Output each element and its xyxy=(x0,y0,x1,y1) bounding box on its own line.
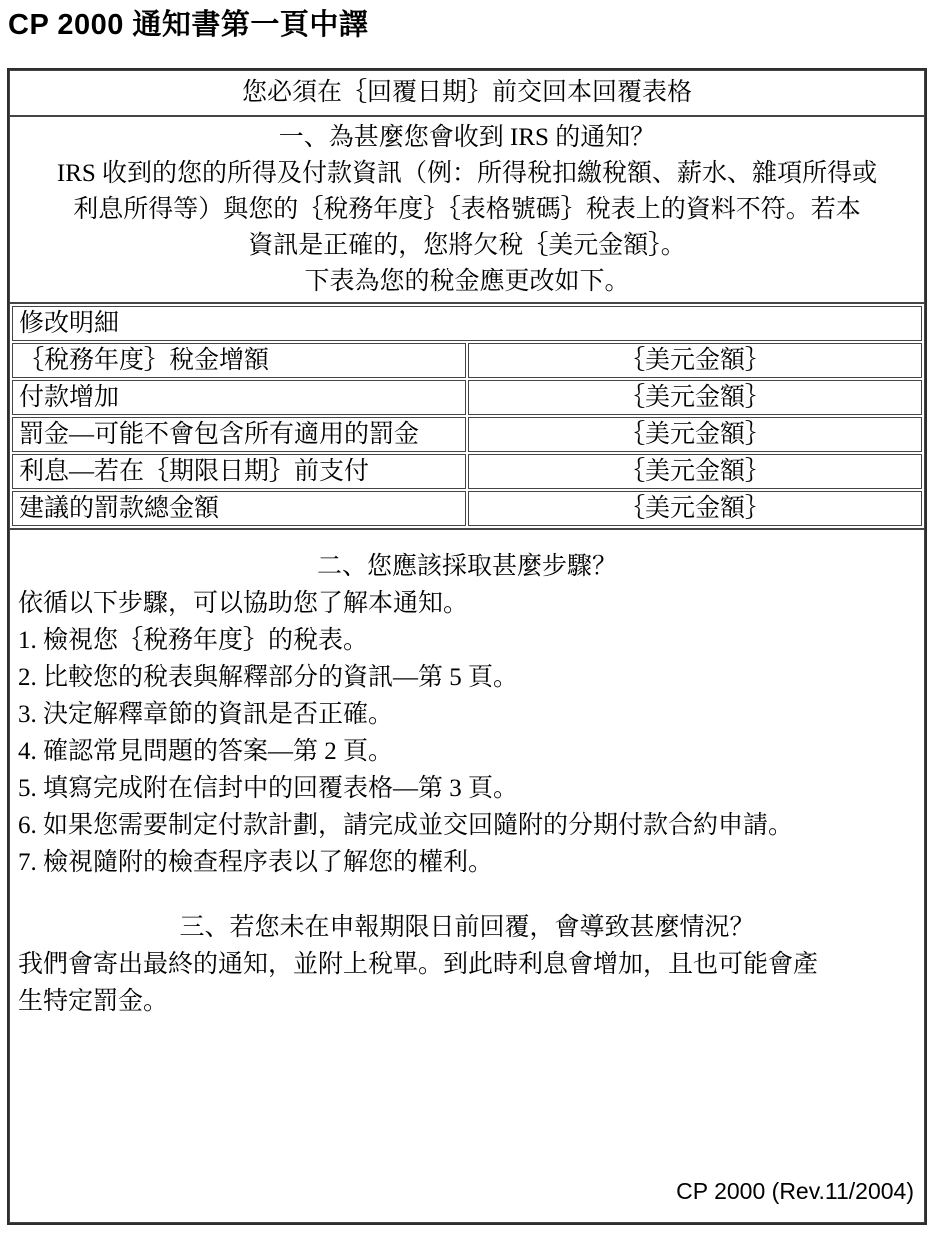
table-header: 修改明細 xyxy=(12,306,922,341)
step-item-1: 1. 檢視您｛稅務年度｝的稅表。 xyxy=(18,627,369,654)
table-row xyxy=(12,380,922,415)
section-1-line: IRS 收到的您的所得及付款資訊（例：所得稅扣繳稅額、薪水、雜項所得或 xyxy=(56,160,878,187)
changes-table xyxy=(10,304,924,528)
row-label: ｛稅務年度｝稅金增額 xyxy=(12,343,466,378)
row-amount: ｛美元金額｝ xyxy=(468,491,922,526)
section-3-line: 生特定罰金。 xyxy=(18,988,169,1015)
banner-text: 您必須在｛回覆日期｝前交回本回覆表格 xyxy=(9,70,925,116)
row-amount: ｛美元金額｝ xyxy=(468,417,922,452)
form-revision-note: CP 2000 (Rev.11/2004) xyxy=(676,1178,914,1204)
table-row xyxy=(12,454,922,489)
step-item-7: 7. 檢視隨附的檢查程序表以了解您的權利。 xyxy=(18,849,494,876)
step-item-3: 3. 決定解釋章節的資訊是否正確。 xyxy=(18,701,394,728)
table-row xyxy=(12,491,922,526)
section-1-line: 利息所得等）與您的｛稅務年度｝｛表格號碼｝稅表上的資料不符。若本 xyxy=(73,196,861,223)
changes-table-row xyxy=(9,303,925,529)
section-1-line: 下表為您的稅金應更改如下。 xyxy=(304,268,630,295)
row-amount: ｛美元金額｝ xyxy=(468,454,922,489)
section-1-line: 資訊是正確的，您將欠稅｛美元金額｝。 xyxy=(248,232,686,259)
table-row xyxy=(12,343,922,378)
section-1 xyxy=(9,116,925,303)
banner-row xyxy=(9,70,925,116)
table-header-row xyxy=(12,306,922,341)
notice-box xyxy=(7,68,927,1225)
step-item-2: 2. 比較您的稅表與解釋部分的資訊—第 5 頁。 xyxy=(18,664,519,691)
sections-2-3 xyxy=(10,530,924,1222)
section-2-heading: 二、您應該採取甚麼步驟？ xyxy=(316,553,617,580)
row-amount: ｛美元金額｝ xyxy=(468,343,922,378)
row-amount: ｛美元金額｝ xyxy=(468,380,922,415)
step-item-6: 6. 如果您需要制定付款計劃，請完成並交回隨附的分期付款合約申請。 xyxy=(18,812,794,839)
table-row xyxy=(12,417,922,452)
row-label: 付款增加 xyxy=(12,380,466,415)
section-3-line: 我們會寄出最終的通知，並附上稅單。到此時利息會增加，且也可能會產 xyxy=(18,951,819,978)
step-item-4: 4. 確認常見問題的答案—第 2 頁。 xyxy=(18,738,394,765)
section-1-row xyxy=(9,116,925,303)
main-row xyxy=(9,529,925,1223)
row-label: 建議的罰款總金額 xyxy=(12,491,466,526)
page-title: CP 2000 通知書第一頁中譯 xyxy=(8,9,369,41)
step-item-5: 5. 填寫完成附在信封中的回覆表格—第 3 頁。 xyxy=(18,775,519,802)
row-label: 罰金—可能不會包含所有適用的罰金 xyxy=(12,417,466,452)
section-2-intro: 依循以下步驟，可以協助您了解本通知。 xyxy=(18,590,469,617)
section-1-heading: 一、為甚麼您會收到 IRS 的通知？ xyxy=(278,124,656,151)
section-3-heading: 三、若您未在申報期限日前回覆，會導致甚麼情況？ xyxy=(179,914,755,941)
row-label: 利息—若在｛期限日期｝前支付 xyxy=(12,454,466,489)
